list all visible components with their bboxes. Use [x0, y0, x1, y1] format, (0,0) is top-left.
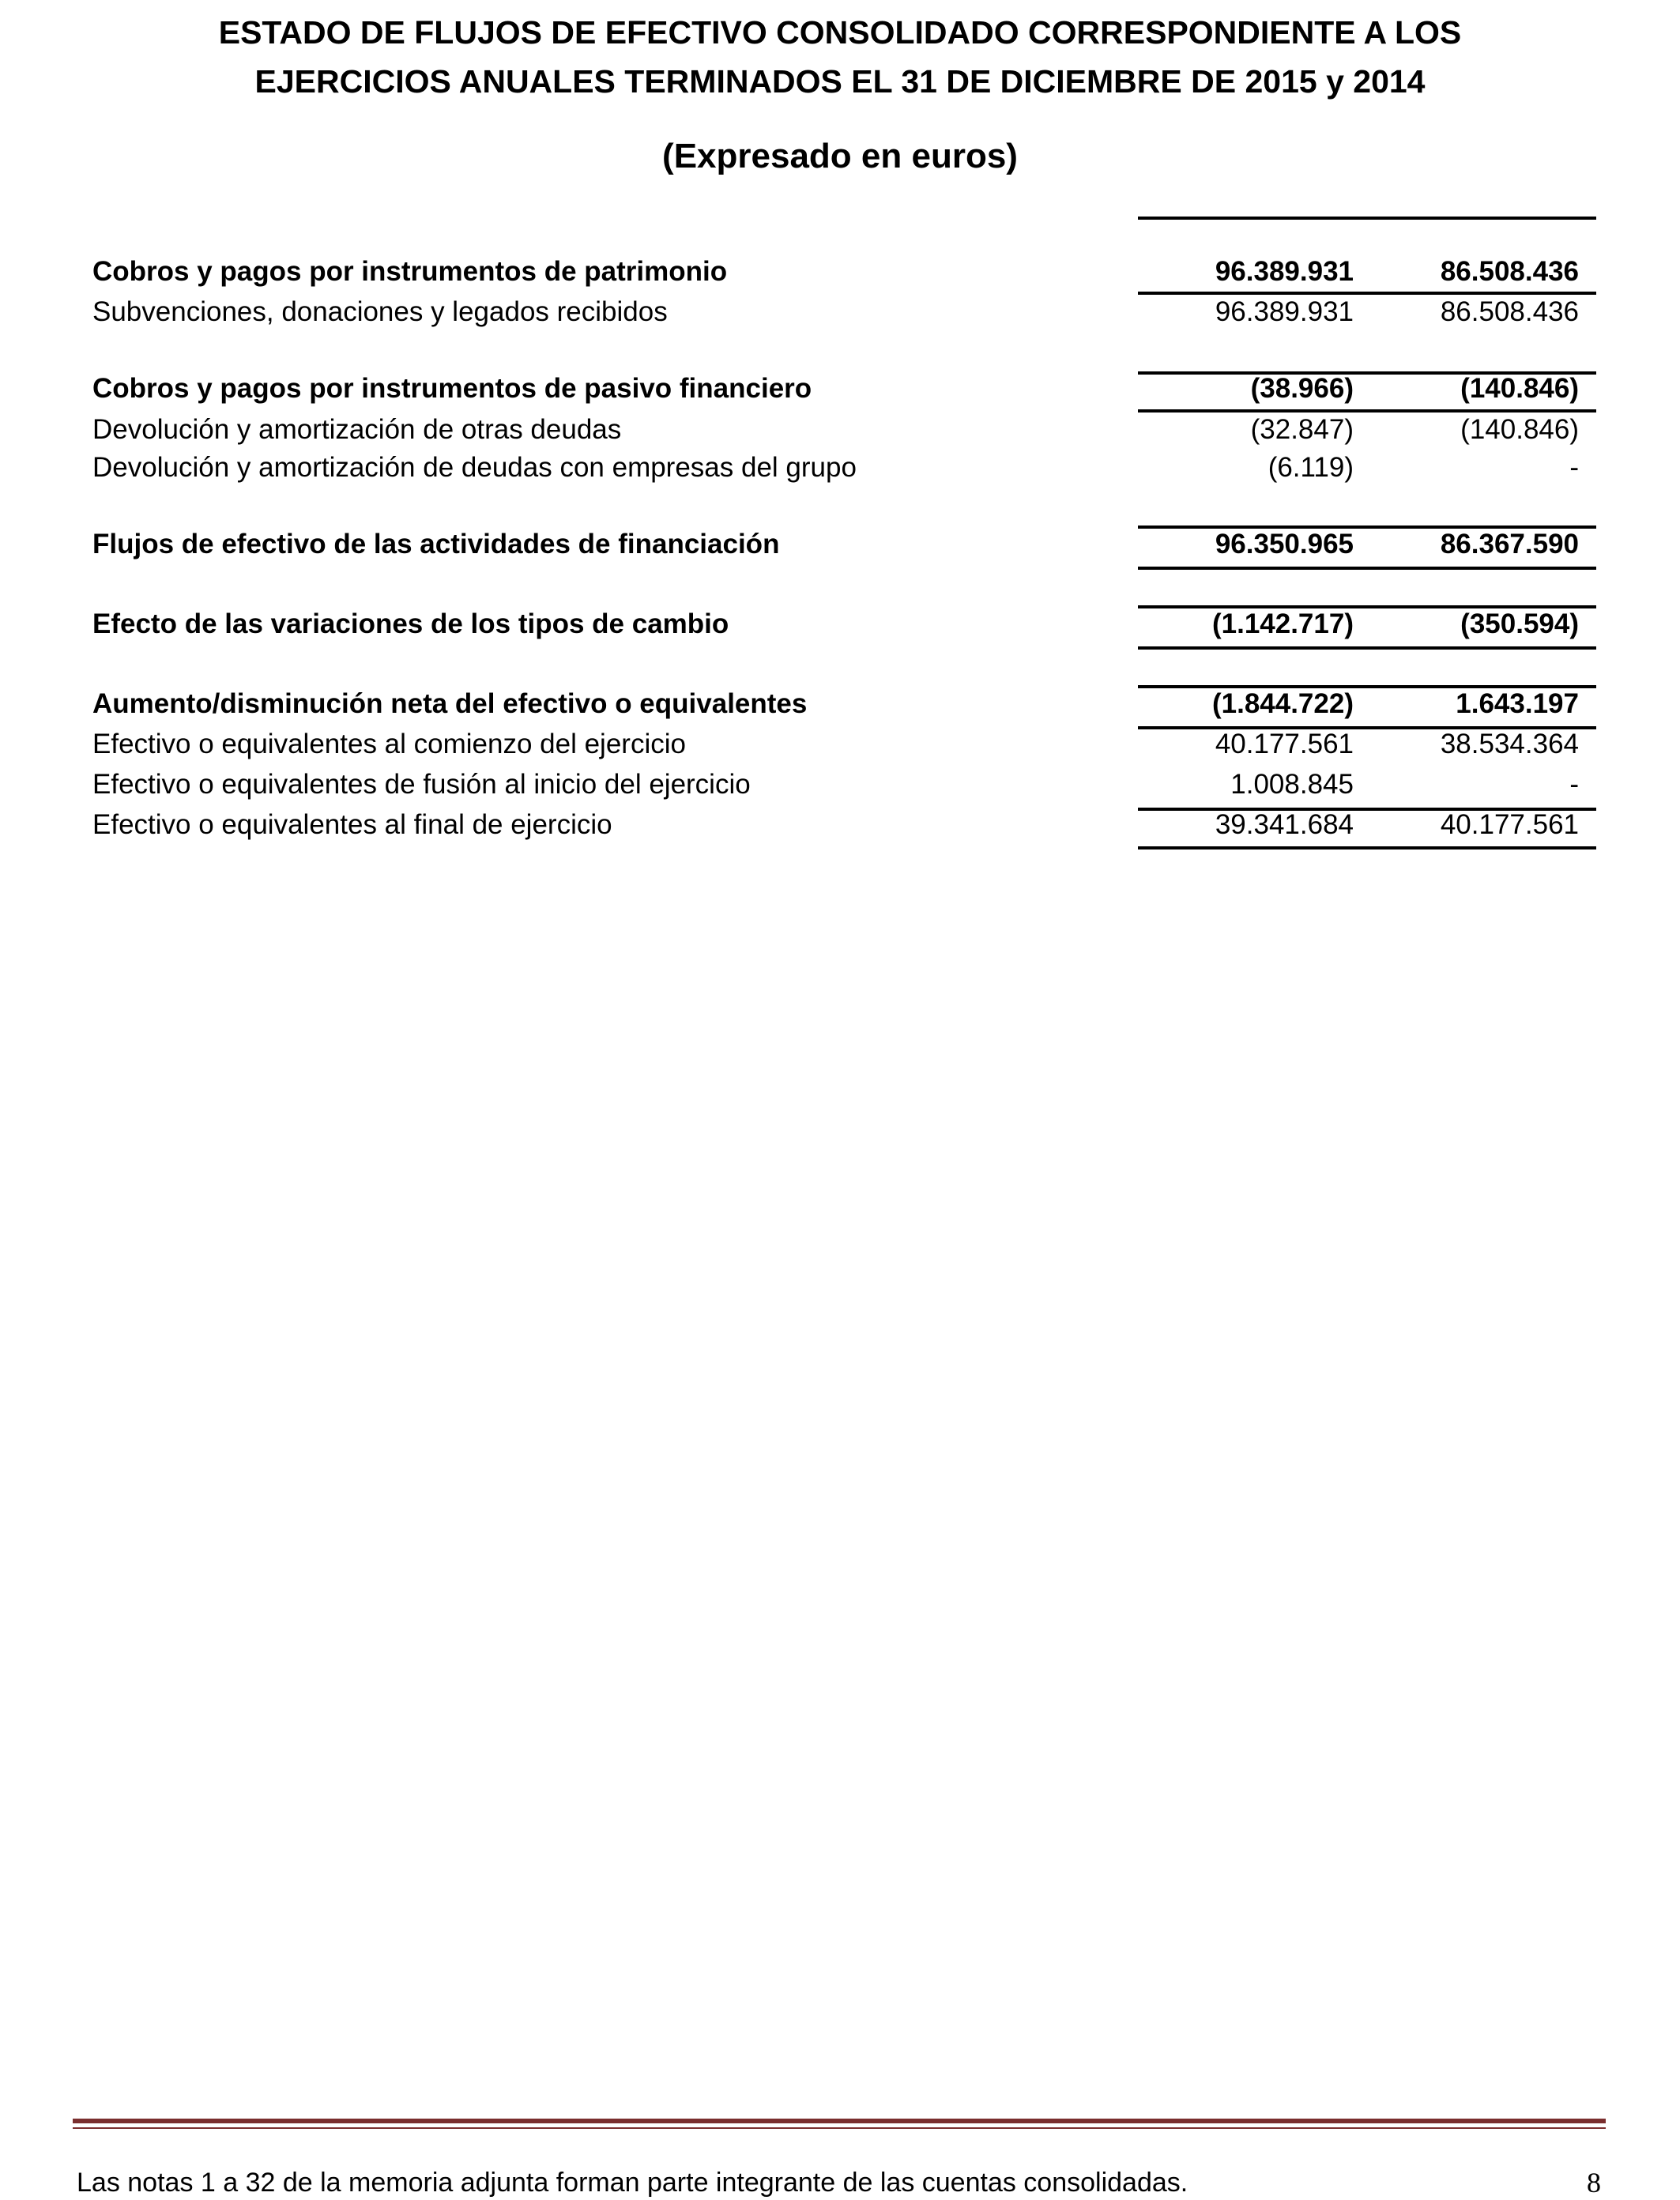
table-row	[0, 724, 1680, 765]
value-2014: 86.508.436	[1440, 296, 1579, 327]
value-2014: (140.846)	[1460, 414, 1579, 445]
row-label: Cobros y pagos por instrumentos de pasivo financiero	[92, 373, 812, 404]
table-row	[0, 804, 1680, 846]
value-2015: 1.008.845	[1230, 769, 1354, 800]
table-row	[0, 251, 1680, 292]
title-line-2: EJERCICIOS ANUALES TERMINADOS EL 31 DE DICIEMBRE DE 2015 y 2014	[254, 63, 1426, 100]
value-2014: (140.846)	[1460, 373, 1579, 404]
rule	[1138, 217, 1596, 220]
footer-rule	[73, 2119, 1606, 2123]
value-2015: 39.341.684	[1215, 809, 1354, 840]
row-label: Efectivo o equivalentes al final de ejercicio	[92, 809, 612, 840]
row-label: Devolución y amortización de deudas con empresas del grupo	[92, 452, 857, 483]
document-title	[0, 8, 1680, 106]
value-2014: 86.367.590	[1440, 529, 1579, 559]
row-label: Devolución y amortización de otras deudas	[92, 414, 622, 445]
table-row	[0, 764, 1680, 805]
value-2015: (38.966)	[1250, 373, 1354, 404]
rule	[1138, 567, 1596, 570]
footer-note: Las notas 1 a 32 de la memoria adjunta forman parte integrante de las cuentas consolidadas.	[77, 2168, 1188, 2198]
table-row	[0, 684, 1680, 725]
value-2014: (350.594)	[1460, 608, 1579, 639]
value-2015: (1.844.722)	[1211, 688, 1354, 719]
row-label: Subvenciones, donaciones y legados recibidos	[92, 296, 668, 327]
value-2014: 86.508.436	[1440, 256, 1579, 287]
row-label: Efectivo o equivalentes de fusión al inicio del ejercicio	[92, 769, 751, 800]
value-2015: 40.177.561	[1215, 729, 1354, 759]
row-label: Cobros y pagos por instrumentos de patrimonio	[92, 256, 728, 287]
table-row	[0, 447, 1680, 488]
row-label: Efectivo o equivalentes al comienzo del ejercicio	[92, 729, 686, 759]
value-2015: 96.389.931	[1215, 256, 1354, 287]
value-2015: (32.847)	[1250, 414, 1354, 445]
value-2014: -	[1569, 769, 1579, 800]
row-label: Aumento/disminución neta del efectivo o equivalentes	[92, 688, 808, 719]
rule	[1138, 846, 1596, 849]
table-row	[0, 524, 1680, 565]
value-2015: 96.389.931	[1215, 296, 1354, 327]
value-2015: (6.119)	[1268, 452, 1354, 483]
title-line-1: ESTADO DE FLUJOS DE EFECTIVO CONSOLIDADO CORRESPONDIENTE A LOS	[218, 14, 1462, 51]
value-2014: -	[1569, 452, 1579, 483]
value-2015: (1.142.717)	[1211, 608, 1354, 639]
value-2014: 40.177.561	[1440, 809, 1579, 840]
table-row	[0, 292, 1680, 333]
table-row	[0, 368, 1680, 409]
footer-rule-thin	[73, 2127, 1606, 2129]
row-label: Flujos de efectivo de las actividades de financiación	[92, 529, 780, 559]
value-2014: 1.643.197	[1456, 688, 1579, 719]
row-label: Efecto de las variaciones de los tipos de cambio	[92, 608, 729, 639]
page-number: 8	[1587, 2167, 1601, 2198]
rule	[1138, 646, 1596, 650]
document-subtitle: (Expresado en euros)	[662, 137, 1018, 175]
table-row	[0, 409, 1680, 450]
value-2014: 38.534.364	[1440, 729, 1579, 759]
value-2015: 96.350.965	[1215, 529, 1354, 559]
table-row	[0, 604, 1680, 645]
